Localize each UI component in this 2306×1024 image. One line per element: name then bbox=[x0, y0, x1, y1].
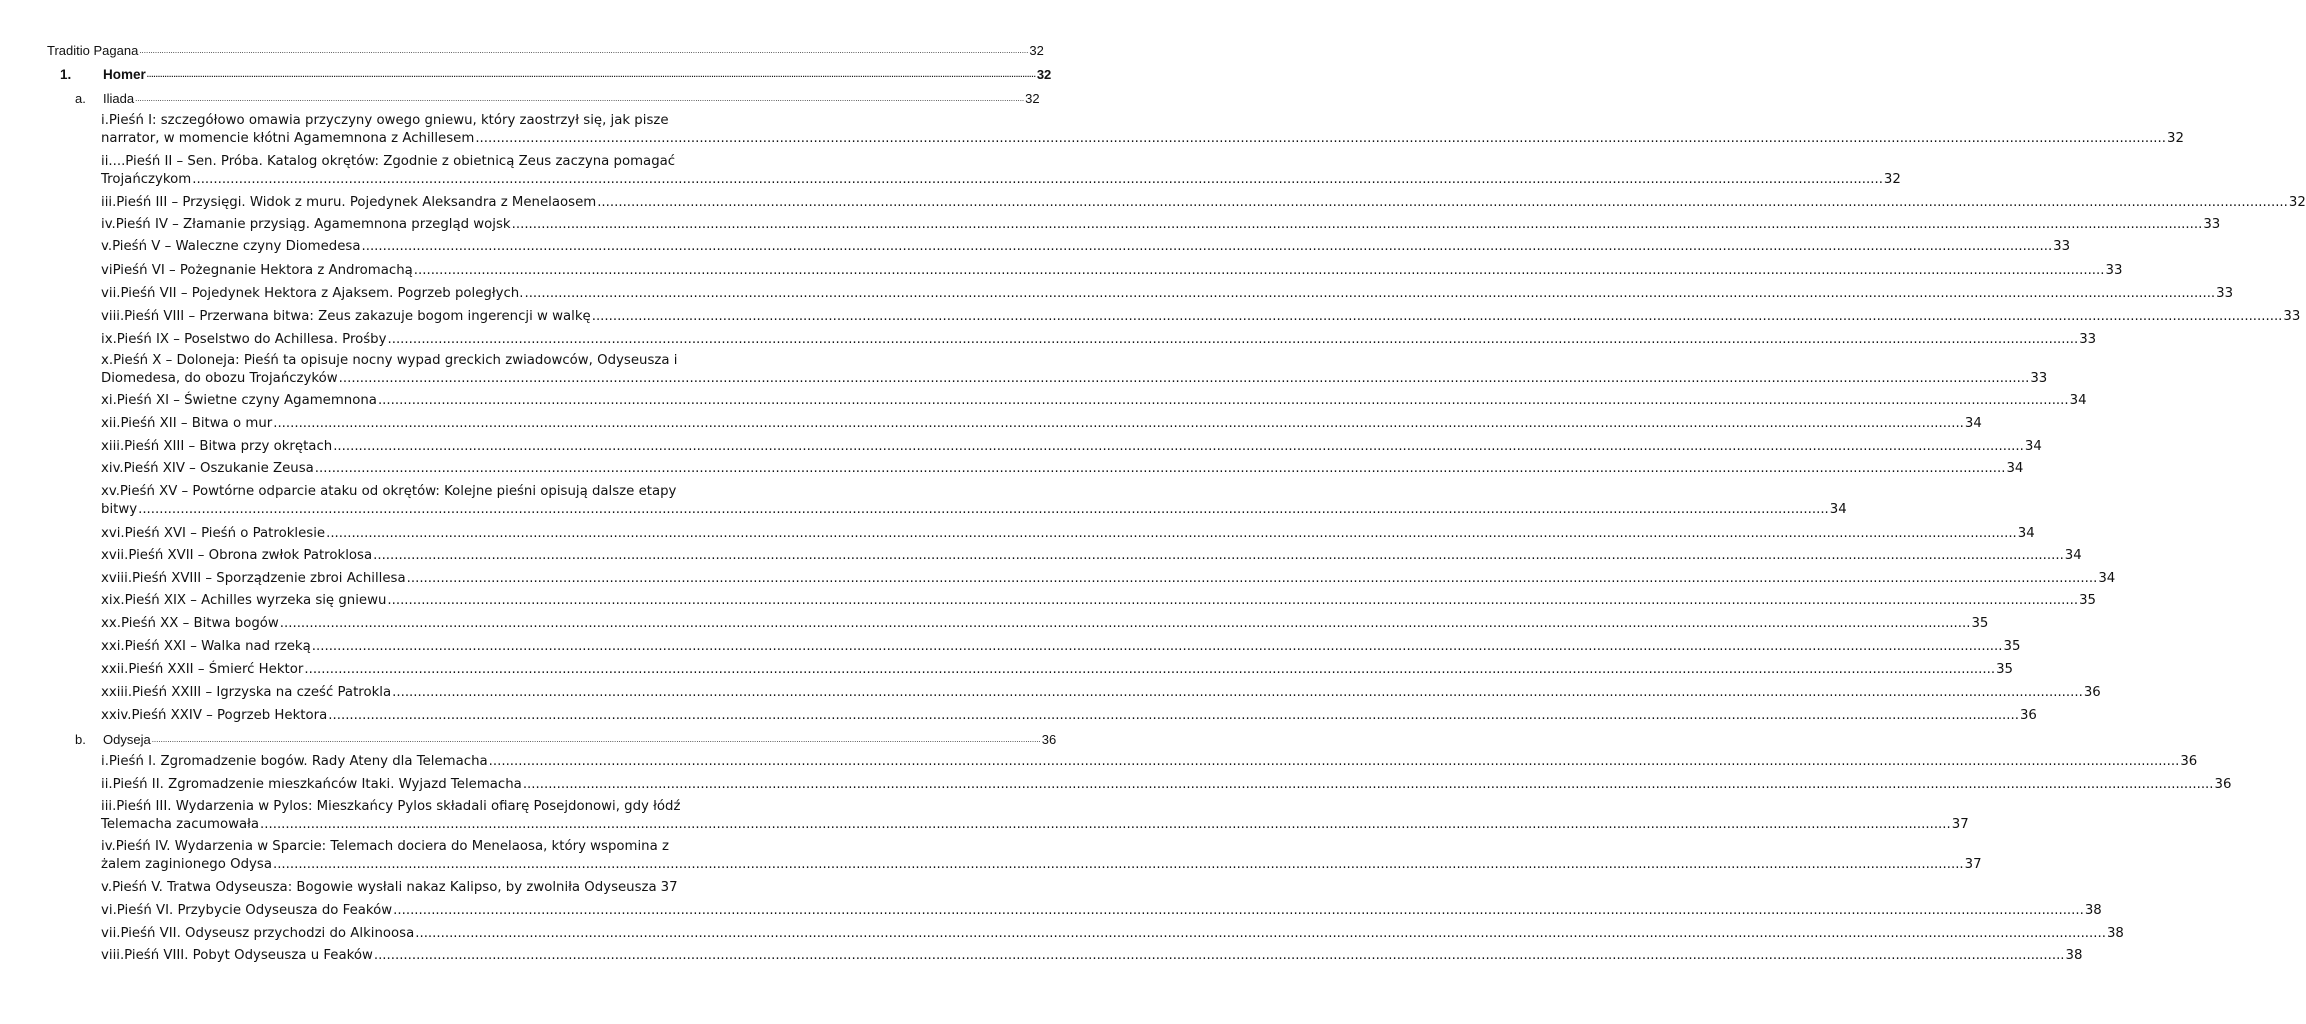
toc-entry-text-line1: x.Pieśń X – Doloneja: Pieśń ta opisuje nocny wypad greckich zwiadowców, Odyseusza i bbox=[101, 353, 678, 368]
dot-leader: ................................................................................................................................................................................................................................................................................................................................................................................................................ bbox=[387, 593, 2079, 608]
toc-entry-title: v.Pieśń V – Waleczne czyny Diomedesa bbox=[101, 239, 361, 254]
toc-entry-traditio[interactable] bbox=[47, 43, 1044, 58]
toc-entry-od5[interactable] bbox=[101, 879, 722, 896]
toc-page-number: 34 bbox=[2098, 571, 2116, 586]
toc-entry-il1[interactable] bbox=[101, 130, 2184, 147]
toc-page-number: 33 bbox=[2105, 263, 2123, 278]
toc-entry-il5[interactable] bbox=[101, 238, 2071, 255]
toc-entry-title: xxiv.Pieśń XXIV – Pogrzeb Hektora bbox=[101, 708, 328, 723]
toc-entry-title: xvii.Pieśń XVII – Obrona zwłok Patroklosa bbox=[101, 548, 373, 563]
toc-entry-title: xii.Pieśń XII – Bitwa o mur bbox=[101, 416, 273, 431]
dot-leader: ................................................................................................................................................................................................................................................................................................................................................................................................................ bbox=[392, 685, 2083, 700]
toc-entry-title: viPieśń VI – Pożegnanie Hektora z Andromachą bbox=[101, 263, 413, 278]
toc-entry-title: Odyseja bbox=[103, 732, 151, 747]
toc-entry-title: Homer bbox=[103, 67, 146, 82]
toc-page-number: 37 bbox=[1951, 817, 1969, 832]
dot-leader: ................................................................................................................................................................................................................................................................................................................................................................................................................ bbox=[393, 903, 2084, 918]
toc-entry-od6[interactable] bbox=[101, 902, 2102, 919]
dot-leader: ................................................................................................................................................................................................................................................................................................................................................................................................................ bbox=[314, 461, 2006, 476]
toc-page-number: 36 bbox=[2083, 685, 2101, 700]
dot-leader: ................................................................................................................................................................................................................................................................................................................................................................................................................ bbox=[138, 502, 1829, 517]
dot-leader: ................................................................................................................................................................................................................................................................................................................................................................................................................ bbox=[406, 571, 2098, 586]
toc-entry-title: bitwy bbox=[101, 502, 138, 517]
toc-page-number: 33 bbox=[2216, 286, 2234, 301]
toc-entry-title: xvi.Pieśń XVI – Pieśń o Patroklesie bbox=[101, 526, 326, 541]
toc-entry-il2[interactable] bbox=[101, 171, 1901, 188]
toc-entry-il8[interactable] bbox=[101, 308, 2301, 325]
toc-entry-il24[interactable] bbox=[101, 707, 2037, 724]
toc-entry-il23[interactable] bbox=[101, 684, 2101, 701]
dot-leader: ................................................................................................................................................................................................................................................................................................................................................................................................................ bbox=[488, 754, 2180, 769]
toc-page-number: 38 bbox=[2084, 903, 2102, 918]
toc-entry-title: Telemacha zacumowała bbox=[101, 817, 260, 832]
toc-entry-title: xiii.Pieśń XIII – Bitwa przy okrętach bbox=[101, 439, 333, 454]
toc-entry-title: vii.Pieśń VII. Odyseusz przychodzi do Alkinoosa bbox=[101, 926, 415, 941]
dot-leader: ................................................................................................................................................................................................................................................................................................................................................................................................................ bbox=[377, 393, 2069, 408]
toc-entry-text-line1: iv.Pieśń IV. Wydarzenia w Sparcie: Telemach dociera do Menelaosa, który wspomina z bbox=[101, 839, 669, 854]
dot-leader: ................................................................................................................................................................................................................................................................................................................................................................................................................ bbox=[135, 94, 1025, 103]
dot-leader: ................................................................................................................................................................................................................................................................................................................................................................................................................ bbox=[311, 639, 2003, 654]
toc-entry-il4[interactable] bbox=[101, 216, 2221, 233]
toc-page-number: 34 bbox=[2017, 526, 2035, 541]
toc-entry-il15[interactable] bbox=[101, 501, 1847, 518]
toc-entry-text-line1: xv.Pieśń XV – Powtórne odparcie ataku od okrętów: Kolejne pieśni opisują dalsze etapy bbox=[101, 484, 677, 499]
toc-entry-il6[interactable] bbox=[101, 262, 2123, 279]
toc-entry-il13[interactable] bbox=[101, 438, 2042, 455]
toc-entry-title: xviii.Pieśń XVIII – Sporządzenie zbroi Achillesa bbox=[101, 571, 406, 586]
toc-entry-iliada[interactable] bbox=[75, 91, 1040, 106]
dot-leader: ................................................................................................................................................................................................................................................................................................................................................................................................................ bbox=[272, 857, 1964, 872]
toc-entry-title: vii.Pieśń VII – Pojedynek Hektora z Ajaksem. Pogrzeb poległych. bbox=[101, 286, 524, 301]
toc-entry-title: xxii.Pieśń XXII – Śmierć Hektor bbox=[101, 662, 304, 677]
toc-page-number: 35 bbox=[1996, 662, 2013, 677]
dot-leader: ................................................................................................................................................................................................................................................................................................................................................................................................................ bbox=[338, 371, 2030, 386]
toc-page-number: 37 bbox=[1964, 857, 1982, 872]
toc-page-number: 34 bbox=[2069, 393, 2087, 408]
toc-entry-title: ii.Pieśń II. Zgromadzenie mieszkańców Itaki. Wyjazd Telemacha bbox=[101, 777, 522, 792]
toc-entry-title: iii.Pieśń III – Przysięgi. Widok z muru. Pojedynek Aleksandra z Menelaosem bbox=[101, 195, 597, 210]
toc-page-number: 33 bbox=[2079, 332, 2097, 347]
toc-page-number: 33 bbox=[2053, 239, 2071, 254]
toc-page-number: 36 bbox=[2214, 777, 2232, 792]
toc-entry-text-line1: iii.Pieśń III. Wydarzenia w Pylos: Mieszkańcy Pylos składali ofiarę Posejdonowi, gdy łódź bbox=[101, 799, 681, 814]
toc-entry-title: viii.Pieśń VIII. Pobyt Odyseusza u Feaków bbox=[101, 948, 373, 963]
toc-page-number: 33 bbox=[2203, 217, 2221, 232]
dot-leader: ................................................................................................................................................................................................................................................................................................................................................................................................................ bbox=[333, 439, 2024, 454]
toc-page-number: 34 bbox=[1964, 416, 1982, 431]
toc-page-number: 34 bbox=[2064, 548, 2082, 563]
toc-entry-title: Iliada bbox=[103, 91, 135, 106]
toc-entry-od2[interactable] bbox=[101, 776, 2232, 793]
dot-leader: ................................................................................................................................................................................................................................................................................................................................................................................................................ bbox=[413, 263, 2105, 278]
dot-leader: ................................................................................................................................................................................................................................................................................................................................................................................................................ bbox=[522, 777, 2214, 792]
dot-leader: ................................................................................................................................................................................................................................................................................................................................................................................................................ bbox=[591, 309, 2283, 324]
dot-leader: ................................................................................................................................................................................................................................................................................................................................................................................................................ bbox=[373, 548, 2064, 563]
toc-page-number: 33 bbox=[2283, 309, 2301, 324]
toc-entry-title: xix.Pieśń XIX – Achilles wyrzeka się gniewu bbox=[101, 593, 387, 608]
toc-entry-title: viii.Pieśń VIII – Przerwana bitwa: Zeus zakazuje bogom ingerencji w walkę bbox=[101, 309, 591, 324]
toc-entry-title: xxiii.Pieśń XXIII – Igrzyska na cześć Patrokla bbox=[101, 685, 392, 700]
toc-entry-il7[interactable] bbox=[101, 285, 2234, 302]
toc-page-number: 35 bbox=[2079, 593, 2096, 608]
toc-entry-title: ix.Pieśń IX – Poselstwo do Achillesa. Prośby bbox=[101, 332, 387, 347]
toc-entry-il12[interactable] bbox=[101, 415, 1982, 432]
dot-leader: ................................................................................................................................................................................................................................................................................................................................................................................................................ bbox=[273, 416, 1964, 431]
dot-leader: ................................................................................................................................................................................................................................................................................................................................................................................................................ bbox=[192, 172, 1883, 187]
toc-entry-od7[interactable] bbox=[101, 925, 2124, 942]
toc-entry-il10[interactable] bbox=[101, 370, 2048, 387]
toc-entry-title: Traditio Pagana bbox=[47, 43, 139, 58]
toc-entry-il11[interactable] bbox=[101, 392, 2087, 409]
dot-leader: ................................................................................................................................................................................................................................................................................................................................................................................................................ bbox=[304, 662, 1996, 677]
toc-entry-title: żalem zaginionego Odysa bbox=[101, 857, 272, 872]
toc-entry-title: xi.Pieśń XI – Świetne czyny Agamemnona bbox=[101, 393, 377, 408]
toc-entry-title: xxi.Pieśń XXI – Walka nad rzeką bbox=[101, 639, 311, 654]
toc-page-number: 32 bbox=[1883, 172, 1901, 187]
dot-leader: ................................................................................................................................................................................................................................................................................................................................................................................................................ bbox=[597, 195, 2288, 210]
toc-page-number: 37 bbox=[660, 880, 678, 895]
toc-entry-od8[interactable] bbox=[101, 947, 2083, 964]
toc-entry-marker: 1. bbox=[60, 67, 72, 82]
dot-leader: ................................................................................................................................................................................................................................................................................................................................................................................................................ bbox=[373, 948, 2065, 963]
toc-page-number: 38 bbox=[2106, 926, 2124, 941]
toc-page-number: 32 bbox=[1036, 67, 1052, 82]
toc-entry-text-line1: ii....Pieśń II – Sen. Próba. Katalog okrętów: Zgodnie z obietnicą Zeus zaczyna pomagać bbox=[101, 154, 676, 169]
dot-leader: ................................................................................................................................................................................................................................................................................................................................................................................................................ bbox=[146, 70, 1036, 79]
toc-entry-od4[interactable] bbox=[101, 856, 1982, 873]
dot-leader: ................................................................................................................................................................................................................................................................................................................................................................................................................ bbox=[139, 46, 1029, 55]
toc-page-number: 35 bbox=[1971, 616, 1989, 631]
toc-entry-marker: b. bbox=[75, 732, 86, 747]
toc-entry-title: Diomedesa, do obozu Trojańczyków bbox=[101, 371, 338, 386]
toc-entry-title: iv.Pieśń IV – Złamanie przysiąg. Agamemnona przegląd wojsk bbox=[101, 217, 511, 232]
dot-leader: ................................................................................................................................................................................................................................................................................................................................................................................................................ bbox=[326, 526, 2017, 541]
toc-page-number: 36 bbox=[2019, 708, 2037, 723]
dot-leader: ................................................................................................................................................................................................................................................................................................................................................................................................................ bbox=[361, 239, 2053, 254]
dot-leader: ................................................................................................................................................................................................................................................................................................................................................................................................................ bbox=[260, 817, 1951, 832]
toc-page-number: 34 bbox=[1829, 502, 1847, 517]
toc-entry-marker: a. bbox=[75, 91, 86, 106]
toc-page-number: 34 bbox=[2006, 461, 2024, 476]
toc-entry-il18[interactable] bbox=[101, 570, 2116, 587]
toc-entry-title: xx.Pieśń XX – Bitwa bogów bbox=[101, 616, 279, 631]
toc-entry-il14[interactable] bbox=[101, 460, 2024, 477]
toc-page-number: 36 bbox=[1041, 732, 1057, 747]
toc-entry-title: Trojańczykom bbox=[101, 172, 192, 187]
toc-entry-title: i.Pieśń I. Zgromadzenie bogów. Rady Ateny dla Telemacha bbox=[101, 754, 488, 769]
toc-page-number: 36 bbox=[2180, 754, 2198, 769]
toc-page-number: 32 bbox=[2167, 131, 2184, 146]
toc-entry-homer[interactable] bbox=[60, 67, 1052, 82]
toc-entry-title: xiv.Pieśń XIV – Oszukanie Zeusa bbox=[101, 461, 314, 476]
toc-entry-title: narrator, w momencie kłótni Agamemnona z Achillesem bbox=[101, 131, 475, 146]
dot-leader: ................................................................................................................................................................................................................................................................................................................................................................................................................ bbox=[328, 708, 2019, 723]
toc-page-number: 32 bbox=[2288, 195, 2306, 210]
toc-entry-title: vi.Pieśń VI. Przybycie Odyseusza do Feaków bbox=[101, 903, 393, 918]
toc-page-number: 34 bbox=[2024, 439, 2042, 454]
dot-leader: ................................................................................................................................................................................................................................................................................................................................................................................................................ bbox=[279, 616, 1971, 631]
toc-entry-title: v.Pieśń V. Tratwa Odyseusza: Bogowie wysłali nakaz Kalipso, by zwolniła Odyseusza bbox=[101, 880, 657, 895]
toc-page-number: 32 bbox=[1029, 43, 1044, 58]
toc-entry-il9[interactable] bbox=[101, 331, 2097, 348]
toc-entry-il22[interactable] bbox=[101, 661, 2013, 678]
dot-leader: ................................................................................................................................................................................................................................................................................................................................................................................................................ bbox=[387, 332, 2079, 347]
dot-leader: ................................................................................................................................................................................................................................................................................................................................................................................................................ bbox=[511, 217, 2203, 232]
toc-entry-il17[interactable] bbox=[101, 547, 2082, 564]
toc-entry-il20[interactable] bbox=[101, 615, 1989, 632]
toc-page-number: 32 bbox=[1025, 91, 1040, 106]
toc-entry-od1[interactable] bbox=[101, 753, 2198, 770]
dot-leader: ................................................................................................................................................................................................................................................................................................................................................................................................................ bbox=[415, 926, 2106, 941]
dot-leader: ................................................................................................................................................................................................................................................................................................................................................................................................................ bbox=[475, 131, 2166, 146]
toc-entry-text-line1: i.Pieśń I: szczegółowo omawia przyczyny owego gniewu, który zaostrzył się, jak pisze bbox=[101, 113, 669, 128]
toc-entry-il21[interactable] bbox=[101, 638, 2021, 655]
toc-page-number: 35 bbox=[2003, 639, 2021, 654]
toc-entry-il3[interactable] bbox=[101, 194, 2306, 211]
toc-entry-odyseja[interactable] bbox=[75, 732, 1057, 747]
toc-entry-il19[interactable] bbox=[101, 592, 2096, 609]
dot-leader: ................................................................................................................................................................................................................................................................................................................................................................................................................ bbox=[151, 735, 1041, 744]
toc-page-number: 33 bbox=[2030, 371, 2048, 386]
toc-page-number: 38 bbox=[2065, 948, 2083, 963]
toc-entry-od3[interactable] bbox=[101, 816, 1969, 833]
dot-leader: ................................................................................................................................................................................................................................................................................................................................................................................................................ bbox=[524, 286, 2216, 301]
toc-entry-il16[interactable] bbox=[101, 525, 2035, 542]
